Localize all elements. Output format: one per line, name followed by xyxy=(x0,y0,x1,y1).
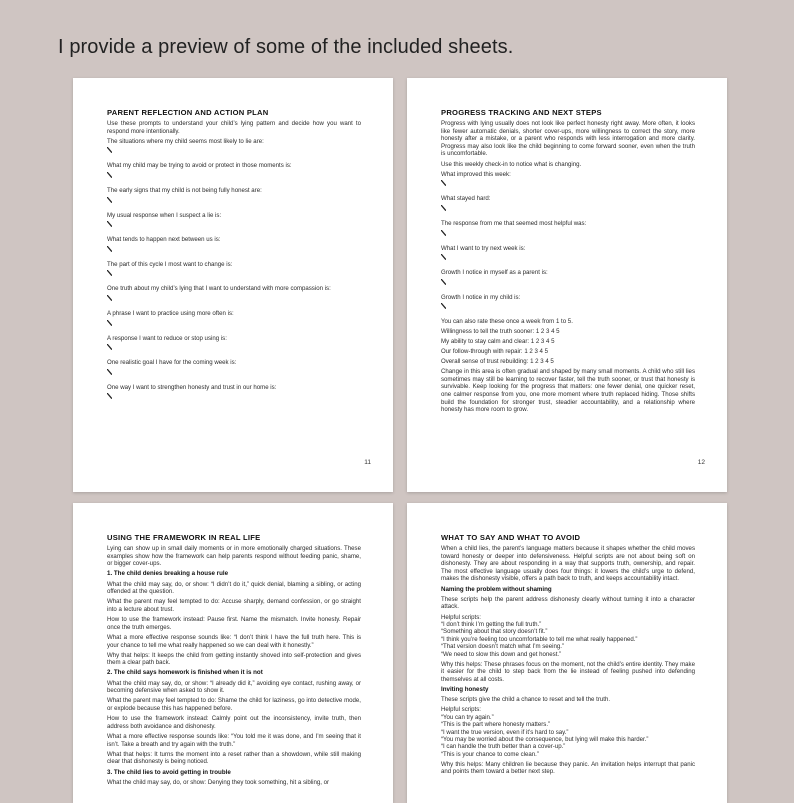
scripts-label: Helpful scripts: xyxy=(441,706,481,714)
rating-line: Willingness to tell the truth sooner: 1 2 3 4 5 xyxy=(441,328,560,336)
write-line-marker-icon xyxy=(441,230,446,239)
prompt-text: What my child may be trying to avoid or protect in those moments is: xyxy=(107,162,292,170)
script-line: “I don’t think I’m getting the full truth.” xyxy=(441,620,542,628)
rating-list xyxy=(441,328,695,366)
write-line-marker-icon xyxy=(107,344,112,353)
prompt-text: One realistic goal I have for the coming week is: xyxy=(107,359,237,367)
write-line-marker-icon xyxy=(441,303,446,312)
script-line: “That version doesn’t match what I’m seeing.” xyxy=(441,643,564,651)
write-line-marker-icon xyxy=(107,197,112,206)
example-heading: 1. The child denies breaking a house rule xyxy=(107,570,229,578)
write-line-marker-icon xyxy=(107,221,112,230)
example-why: Why that helps: It keeps the child from getting instantly shoved into self-protection and gives them a clear path back. xyxy=(107,651,361,667)
sheet-intro: Progress with lying usually does not look like perfect honesty right away. More often, it looks like fewer automatic denials, shorter cover-ups, more willingness to correct the story, more honesty after a mistake, or a parent who responds with less interrogation and more clarity. Progress may also look like the child beginning to come forward sooner, even when the truth is uncomfortable. xyxy=(441,120,695,158)
example-tempted: What the parent may feel tempted to do: Accuse sharply, demand confession, or go straight into a lecture about trust. xyxy=(107,598,361,613)
sheet-title: WHAT TO SAY AND WHAT TO AVOID xyxy=(441,533,581,542)
prompt-text: The situations where my child seems most likely to lie are: xyxy=(107,137,264,145)
sheet-intro: When a child lies, the parent’s language matters because it shapes whether the child moves toward honesty or deeper into defensiveness. Helpful scripts are not about being soft on dishonesty. They are about responding in a way that supports truth, ownership, and repair. The most effective language usually does four things: it lowers the child’s urge to defend, makes the dishonesty visible, offers a path back to truth, and keeps accountability intact. xyxy=(441,545,695,583)
write-line-marker-icon xyxy=(107,270,112,279)
write-line-marker-icon xyxy=(441,180,446,189)
prompt-text: Growth I notice in my child is: xyxy=(441,293,521,301)
write-line-marker-icon xyxy=(107,369,112,378)
scripts-list xyxy=(441,621,695,658)
section-heading: Naming the problem without shaming xyxy=(441,585,552,593)
example-tempted: What the parent may feel tempted to do: Shame the child for laziness, go into detective mode, or explode because this has happened before. xyxy=(107,697,361,713)
example-says: What the child may say, do, or show: “I didn’t do it,” quick denial, blaming a sibling, or acting offended at the question. xyxy=(107,580,361,596)
prompt-text: What stayed hard: xyxy=(441,195,491,203)
script-line: “Something about that story doesn’t fit.” xyxy=(441,628,548,636)
prompt-text: The early signs that my child is not being fully honest are: xyxy=(107,186,262,194)
write-line-marker-icon xyxy=(107,172,112,181)
example-heading: 2. The child says homework is finished when it is not xyxy=(107,669,263,677)
prompt-text: Growth I notice in myself as a parent is: xyxy=(441,269,548,277)
sheet-title: PARENT REFLECTION AND ACTION PLAN xyxy=(107,108,269,117)
write-line-marker-icon xyxy=(441,205,446,214)
prompt-text: What tends to happen next between us is: xyxy=(107,236,221,244)
sheet-title: USING THE FRAMEWORK IN REAL LIFE xyxy=(107,533,261,542)
script-line: “I can handle the truth better than a cover-up.” xyxy=(441,743,566,751)
sheet-framework-real-life xyxy=(73,503,393,803)
rating-line: My ability to stay calm and clear: 1 2 3 4 5 xyxy=(441,338,555,346)
script-line: “I want the true version, even if it’s hard to say.” xyxy=(441,728,569,736)
scripts-list xyxy=(441,714,695,758)
prompt-list xyxy=(441,171,695,313)
closing-paragraph: Change in this area is often gradual and shaped by many small moments. A child who still lies sometimes may still be learning to recover faster, tell the truth sooner, or trust that honesty is survivable. Keep looking for the progress that matters: one fewer denial, one quicker reset, one calmer response from you, one more moment where truth replaced hiding. Those shifts build the foundation for stronger trust, steadier accountability, and a relationship where honesty has more room to grow. xyxy=(441,368,695,414)
sheet-parent-reflection xyxy=(73,78,393,492)
checkin-intro: Use this weekly check-in to notice what is changing. xyxy=(441,160,582,168)
write-line-marker-icon xyxy=(107,246,112,255)
page-number: 11 xyxy=(364,459,371,466)
prompt-text: One truth about my child’s lying that I want to understand with more compassion is: xyxy=(107,285,331,293)
preview-headline: I provide a preview of some of the included sheets. xyxy=(58,36,514,58)
prompt-text: A phrase I want to practice using more often is: xyxy=(107,309,234,317)
rating-line: Overall sense of trust rebuilding: 1 2 3 4 5 xyxy=(441,358,554,366)
script-line: “We need to slow this down and get honest.” xyxy=(441,650,562,658)
prompt-text: One way I want to strengthen honesty and trust in our home is: xyxy=(107,383,277,391)
prompt-text: The part of this cycle I most want to change is: xyxy=(107,260,233,268)
sheet-intro: Lying can show up in small daily moments or in more emotionally charged situations. These examples show how the framework can help parents respond without feeding panic, shame, or bigger cover-ups. xyxy=(107,545,361,568)
sheet-title: PROGRESS TRACKING AND NEXT STEPS xyxy=(441,108,602,117)
write-line-marker-icon xyxy=(107,147,112,156)
section-why: Why this helps: Many children lie because they panic. An invitation helps interrupt that panic and points them toward a better next step. xyxy=(441,760,695,776)
write-line-marker-icon xyxy=(107,393,112,402)
section-why: Why this helps: These phrases focus on the moment, not the child’s entire identity. They make it easier for the child to step back from the lie instead of feeling pushed into defending themselves at all costs. xyxy=(441,660,695,683)
prompt-list xyxy=(107,138,361,403)
prompt-text: My usual response when I suspect a lie is: xyxy=(107,211,222,219)
section-intro: These scripts help the parent address dishonesty clearly without turning it into a character attack. xyxy=(441,595,695,611)
example-says: What the child may say, do, or show: “I already did it,” avoiding eye contact, rushing away, or becoming defensive when asked to show it. xyxy=(107,679,361,695)
example-says: What the child may say, do, or show: Denying they took something, hit a sibling, or xyxy=(107,778,330,786)
sheet-what-to-say xyxy=(407,503,727,803)
write-line-marker-icon xyxy=(441,254,446,263)
rating-intro: You can also rate these once a week from 1 to 5. xyxy=(441,318,573,326)
script-line: “This is the part where honesty matters.” xyxy=(441,721,551,729)
sheet-progress-tracking xyxy=(407,78,727,492)
example-heading: 3. The child lies to avoid getting in trouble xyxy=(107,768,231,776)
section-heading: Inviting honesty xyxy=(441,685,489,693)
page-number: 12 xyxy=(697,459,705,466)
example-effective: What a more effective response sounds like: “I don’t think I have the full truth here. This is your chance to tell me what really happened so we can deal with it honestly.” xyxy=(107,633,361,649)
prompt-text: What improved this week: xyxy=(441,170,511,178)
script-line: “I think you’re feeling too uncomfortable to tell me what really happened.” xyxy=(441,635,638,643)
write-line-marker-icon xyxy=(441,279,446,288)
scripts-label: Helpful scripts: xyxy=(441,613,481,621)
example-how: How to use the framework instead: Pause first. Name the mismatch. Invite honesty. Repair once the truth emerges. xyxy=(107,616,361,631)
script-line: “You may be worried about the consequence, but lying will make this harder.” xyxy=(441,735,649,743)
write-line-marker-icon xyxy=(107,320,112,329)
rating-line: Our follow-through with repair: 1 2 3 4 5 xyxy=(441,348,549,356)
prompt-text: What I want to try next week is: xyxy=(441,244,526,252)
example-effective: What a more effective response sounds like: “You told me it was done, and I’m seeing that it isn’t. Take a breath and try again with the truth.” xyxy=(107,733,361,748)
script-line: “This is your chance to come clean.” xyxy=(441,750,539,758)
section-intro: These scripts give the child a chance to reset and tell the truth. xyxy=(441,696,611,704)
example-how: How to use the framework instead: Calmly point out the inconsistency, invite truth, then address both avoidance and dishonesty. xyxy=(107,715,361,730)
prompt-text: The response from me that seemed most helpful was: xyxy=(441,219,587,227)
write-line-marker-icon xyxy=(107,295,112,304)
example-why: What that helps: It turns the moment into a reset rather than a showdown, while still making clear that dishonesty is being noticed. xyxy=(107,750,361,766)
script-line: “You can try again.” xyxy=(441,713,494,721)
sheet-intro: Use these prompts to understand your child’s lying pattern and decide how you want to respond more intentionally. xyxy=(107,120,361,135)
prompt-text: A response I want to reduce or stop using is: xyxy=(107,334,227,342)
